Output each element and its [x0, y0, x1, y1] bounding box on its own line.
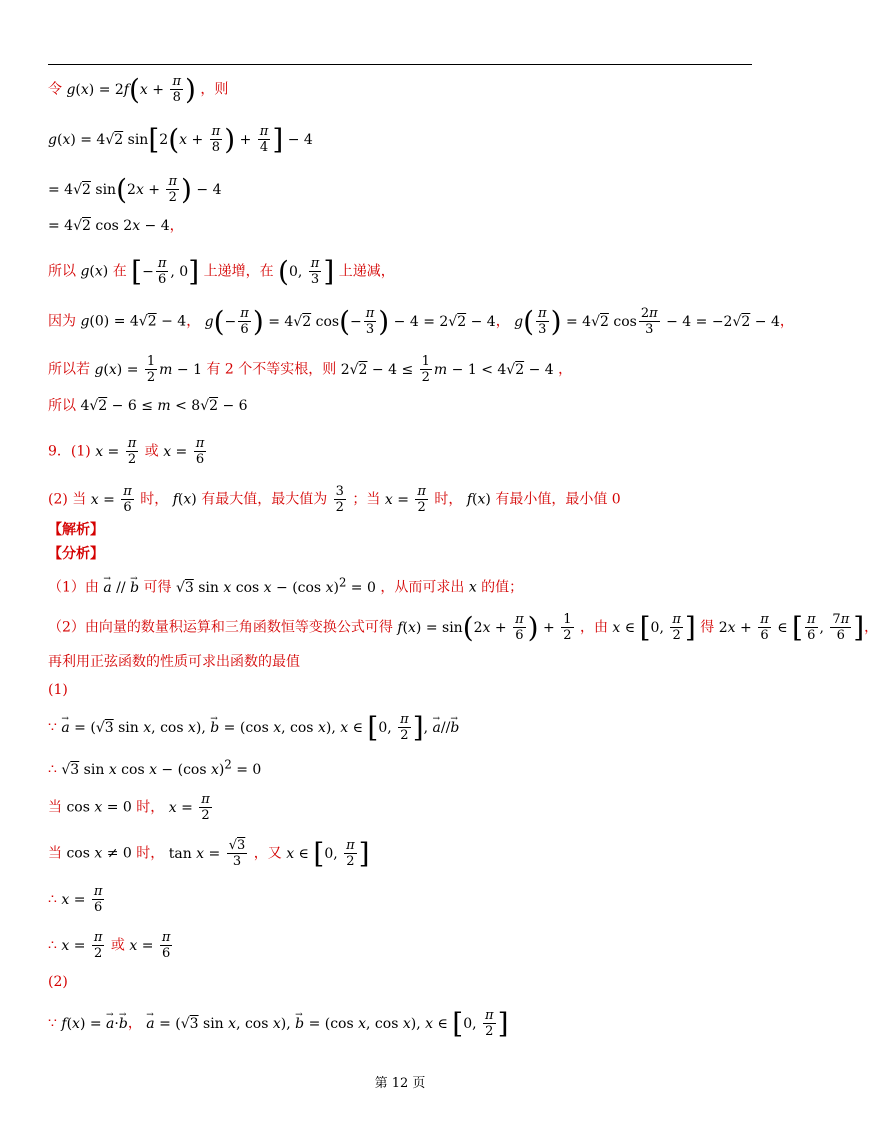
- line-monotonic: 所以 g(x) 在 [− $\frac{\pi}{6}$ , 0] 上递增，在 (0, $\frac{\pi}{3}$ ] 上递减，: [48, 254, 395, 288]
- q9-answer-2: (2) 当 x = $\frac{\pi}{6}$ 时， f(x) 有最大值，最大值为 $\frac{3}{2}$ ；当 x = $\frac{\pi}{2}$ 时， f(x) 有最小值，最小值 0: [48, 484, 621, 515]
- sol1-conclusion: ∴ x = $\frac{\pi}{2}$ 或 x = $\frac{\pi}{6}$: [48, 930, 171, 961]
- page-footer: 第 12 页: [374, 1076, 426, 1091]
- sol1-case-2: 当 cos x ≠ 0 时， tan x = $\frac{√3}{3}$ ，又 x ∈ [0, $\frac{\pi}{2}$ ]: [48, 836, 370, 870]
- part-1-label: (1): [48, 682, 68, 698]
- heading-fenxi: 【分析】: [48, 546, 104, 562]
- analysis-2: （2）由向量的数量积运算和三角函数恒等变换公式可得 f(x) = sin(2x + $\frac{\pi}{6}$ ) + $\frac{1}{2}$ ，由 x ∈ [0, $\frac{\pi}{2}$ ] 得 2x + $\frac{\pi}{6}$ ∈ [ $\frac{\pi}{6}$ , $\frac{7\pi}{6}$ ]，: [48, 610, 878, 644]
- sol1-x-pi6: ∴ x = $\frac{\pi}{6}$: [48, 884, 103, 915]
- part-2-label: (2): [48, 974, 68, 990]
- line-simplify-2: = 4√2 cos 2x − 4，: [48, 218, 184, 234]
- sol2-given: ∵ f(x) = → a·→ b， → a = (√3 sin x, cos x), → b = (cos x, cos x), x ∈ [0, $\frac{\pi}{2}$ ]: [48, 1008, 509, 1039]
- line-roots-condition: 所以若 g(x) = $\frac{1}{2}$ m − 1 有 2 个不等实根，则 2√2 − 4 ≤ $\frac{1}{2}$ m − 1 < 4√2 − 4 ，: [48, 354, 573, 385]
- sol1-equation: ∴ √3 sin x cos x − (cos x)$^2$ = 0: [48, 757, 262, 778]
- line-define-g: 令 g(x) = 2f(x + $\frac{\pi}{8}$ ) ，则: [48, 72, 229, 106]
- line-m-range: 所以 4√2 − 6 ≤ m < 8√2 − 6: [48, 398, 248, 414]
- analysis-3: 再利用正弦函数的性质可求出函数的最值: [48, 654, 300, 670]
- q9-answer-1: 9．(1) x = $\frac{\pi}{2}$ 或 x = $\frac{\pi}{6}$: [48, 436, 205, 467]
- analysis-1: （1）由 → a // → b 可得 √3 sin x cos x − (cos x)$^2$ = 0 ，从而可求出 x 的值；: [48, 572, 523, 598]
- line-g-expand: g(x) = 4√2 sin[2(x + $\frac{\pi}{8}$ ) + $\frac{\pi}{4}$ ] − 4: [48, 122, 313, 156]
- sol1-case-1: 当 cos x = 0 时， x = $\frac{\pi}{2}$: [48, 792, 210, 823]
- header-rule: [48, 64, 752, 65]
- sol1-given: ∵ → a = (√3 sin x, cos x), → b = (cos x, cos x), x ∈ [0, $\frac{\pi}{2}$ ], → a//→ b: [48, 712, 459, 743]
- line-simplify-1: = 4√2 sin(2x + $\frac{\pi}{2}$ ) − 4: [48, 172, 222, 206]
- line-values: 因为 g(0) = 4√2 − 4， g(− $\frac{\pi}{6}$ ) = 4√2 cos(− $\frac{\pi}{3}$ ) − 4 = 2√2 − 4， g( $\frac{\pi}{3}$ ) = 4√2 cos $\frac{2\pi}{3}$ − 4 = −2√2 − 4，: [48, 304, 794, 338]
- heading-jiexi: 【解析】: [48, 522, 104, 538]
